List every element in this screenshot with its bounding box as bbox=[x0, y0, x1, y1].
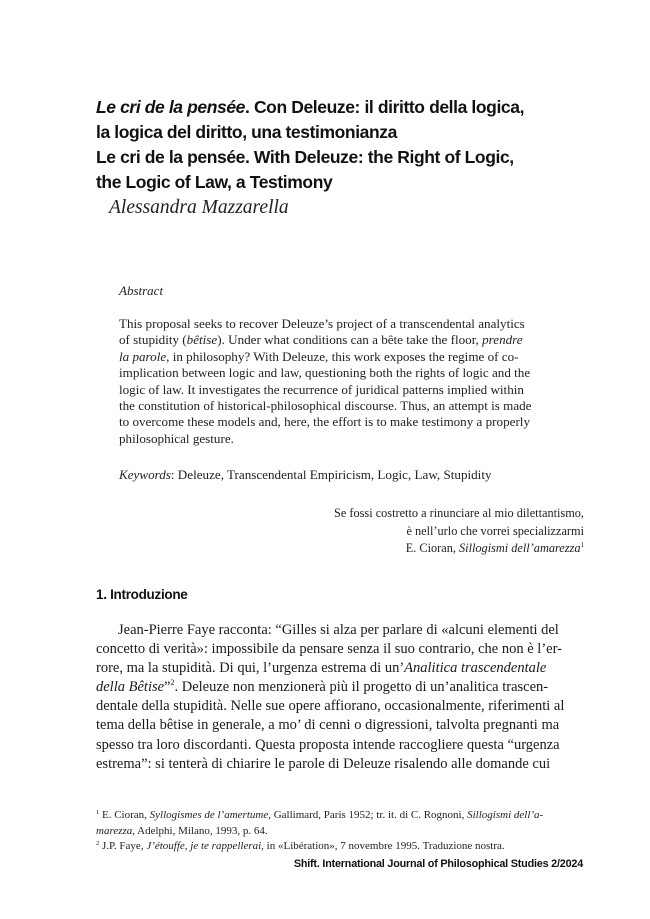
abstract-italic-term: prendre bbox=[482, 332, 523, 348]
italian-title-line-2: la logica del diritto, una testimonianza bbox=[96, 122, 397, 142]
keywords-label: Keywords bbox=[119, 467, 171, 483]
section-heading: 1. Introduzione bbox=[96, 587, 188, 602]
abstract-line: of stupidity (bêtise). Under what conditions can a bête take the floor, prendre bbox=[119, 332, 523, 348]
keywords bbox=[119, 467, 533, 483]
epigraph bbox=[334, 505, 584, 558]
abstract-line: la parole, in philosophy? With Deleuze, this work exposes the regime of co- bbox=[119, 348, 519, 364]
author-name: Alessandra Mazzarella bbox=[109, 197, 289, 218]
journal-footer: Shift. International Journal of Philosophical Studies 2/2024 bbox=[293, 858, 583, 870]
abstract-heading: Abstract bbox=[119, 283, 164, 298]
abstract-section bbox=[119, 283, 533, 483]
footnote-ref-1[interactable]: 1 bbox=[580, 541, 584, 549]
abstract-italic-term: bêtise bbox=[186, 332, 218, 348]
footnote-1-continued: marezza, Adelphi, Milano, 1993, p. 64. bbox=[96, 824, 268, 837]
body-line: Jean-Pierre Faye racconta: “Gilles si alza per parlare di «alcuni elementi del bbox=[118, 622, 559, 638]
epigraph-source-title: Sillogismi dell’amarezza bbox=[459, 541, 581, 555]
abstract-italic-term: la parole bbox=[119, 348, 167, 364]
abstract-line: the constitution of historical-philosophical discourse. Thus, an attempt is made bbox=[119, 398, 532, 414]
body-line: concetto di verità»: impossibile da pensare senza il suo contrario, che non è l’er- bbox=[96, 641, 562, 658]
footnotes bbox=[96, 808, 592, 855]
footnote-1: $^1$ E. Cioran, Syllogismes de l’amertume, Gallimard, Paris 1952; tr. it. di C. Rognoni, Sillogismi dell’a- bbox=[96, 809, 544, 821]
abstract-line: logic of law. It investigates the recurrence of juridical patterns implied within bbox=[119, 381, 524, 397]
body-line: estrema”: si tenterà di chiarire le parole di Deleuze risalendo alle domande cui bbox=[96, 755, 551, 772]
abstract-line: philosophical gesture. bbox=[119, 430, 234, 446]
abstract-line: to overcome these models and, here, the effort is to make testimony a properly bbox=[119, 414, 530, 430]
italian-title-rest: . Con Deleuze: il diritto della logica, bbox=[245, 97, 525, 117]
body-line: rore, ma la stupidità. Di qui, l’urgenza estrema di un’Analitica trascendentale bbox=[96, 660, 547, 677]
english-title-line-2: the Logic of Law, a Testimony bbox=[96, 172, 333, 192]
epigraph-attribution: E. Cioran, Sillogismi dell’amarezza$^1$ bbox=[405, 541, 584, 555]
abstract-line: implication between logic and law, questioning both the rights of logic and the bbox=[119, 365, 531, 381]
abstract-line: This proposal seeks to recover Deleuze’s project of a transcendental analytics bbox=[119, 316, 525, 331]
body-paragraph bbox=[96, 621, 584, 774]
body-line: dentale della stupidità. Nelle sue opere affiorano, occasionalmente, riferimenti al bbox=[96, 698, 565, 715]
footnote-ref-2[interactable]: 2 bbox=[170, 678, 175, 688]
body-line: spesso tra loro discordanti. Questa proposta intende raccogliere questa “urgenza bbox=[96, 736, 560, 753]
keywords-list: : Deleuze, Transcendental Empiricism, Logic, Law, Stupidity bbox=[170, 467, 492, 483]
epigraph-line: è nell’urlo che vorrei specializzarmi bbox=[406, 523, 584, 538]
italian-title-line-1 bbox=[96, 95, 596, 120]
epigraph-line: Se fossi costretto a rinunciare al mio dilettantismo, bbox=[334, 506, 584, 520]
italian-title-italic: Le cri de la pensée bbox=[96, 97, 246, 117]
footnote-2: $^2$ J.P. Faye, J’étouffe, je te rappellerai, in «Libération», 7 novembre 1995. Traduzione nostra. bbox=[96, 840, 505, 852]
article-title-block bbox=[96, 95, 596, 221]
body-line: della Bêtise”$^2$. Deleuze non menzionerà più il progetto di un’analitica trascen- bbox=[96, 678, 549, 696]
body-italic-title: della Bêtise bbox=[96, 679, 165, 696]
abstract-text bbox=[119, 316, 533, 447]
body-italic-title: Analitica trascendentale bbox=[404, 660, 547, 677]
body-line: tema della bêtise in generale, a mo’ di cenni o digressioni, talvolta pregnanti ma bbox=[96, 717, 560, 734]
english-title-line-1: Le cri de la pensée. With Deleuze: the Right of Logic, bbox=[96, 147, 514, 167]
